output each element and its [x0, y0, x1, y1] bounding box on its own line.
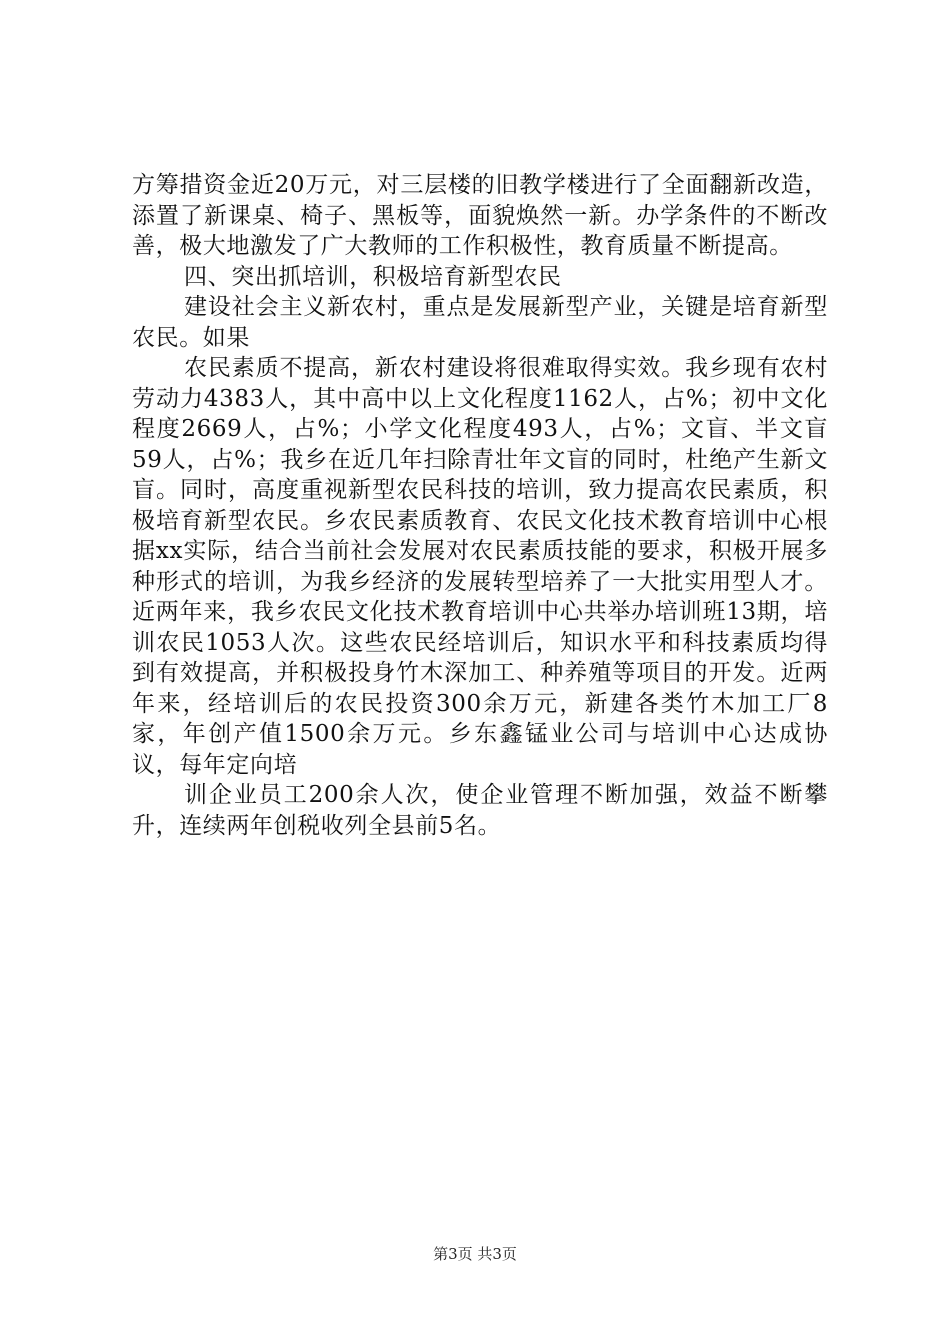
paragraph-farmer-quality: 农民素质不提高，新农村建设将很难取得实效。我乡现有农村劳动力4383人，其中高中以上文化程度1162人，占%；初中文化程度2669人，占%；小学文化程度493人，占%；文盲、半文盲59人，占%；我乡在近几年扫除青壮年文盲的同时，杜绝产生新文盲。同时，高度重视新型农民科技的培训，致力提高农民素质，积极培育新型农民。乡农民素质教育、农民文化技术教育培训中心根据xx实际，结合当前社会发展对农民素质技能的要求，积极开展多种形式的培训，为我乡经济的发展转型培养了一大批实用型人才。近两年来，我乡农民文化技术教育培训中心共举办培训班13期，培训农民1053人次。这些农民经培训后，知识水平和科技素质均得到有效提高，并积极投身竹木深加工、种养殖等项目的开发。近两年来，经培训后的农民投资300余万元，新建各类竹木加工厂8家，年创产值1500余万元。乡东鑫锰业公司与培训中心达成协议，每年定向培 — [132, 355, 828, 778]
section-heading-training: 四、突出抓培训，积极培育新型农民 — [184, 263, 562, 290]
paragraph-enterprise-training: 训企业员工200余人次，使企业管理不断加强，效益不断攀升，连续两年创税收列全县前5名。 — [132, 782, 828, 839]
document-body — [132, 170, 828, 841]
page-footer: 第3页 共3页 — [433, 1245, 517, 1263]
paragraph-new-countryside: 建设社会主义新农村，重点是发展新型产业，关键是培育新型农民。如果 — [132, 294, 828, 351]
paragraph-funding: 方筹措资金近20万元，对三层楼的旧教学楼进行了全面翻新改造，添置了新课桌、椅子、黑板等，面貌焕然一新。办学条件的不断改善，极大地激发了广大教师的工作积极性，教育质量不断提高。 — [132, 172, 828, 259]
